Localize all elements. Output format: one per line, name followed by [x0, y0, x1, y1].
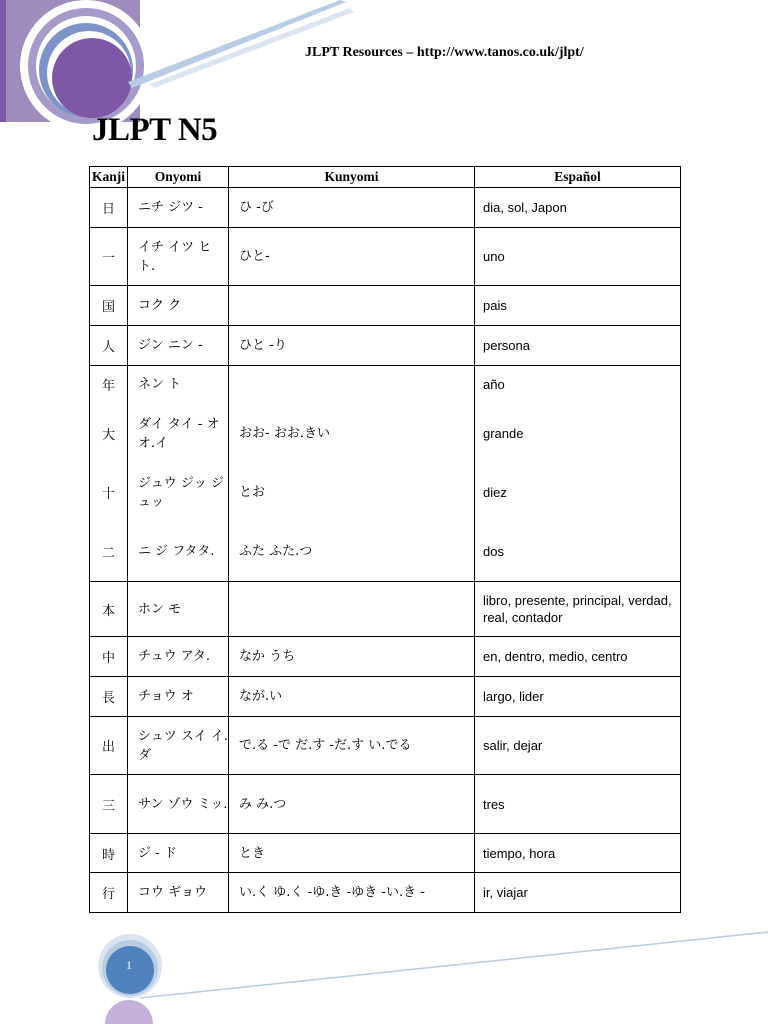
- page-title: JLPT N5: [92, 112, 218, 148]
- espanol-cell: diez: [475, 464, 681, 522]
- header-kunyomi: Kunyomi: [229, 167, 475, 188]
- header-espanol: Español: [475, 167, 681, 188]
- table-row: [90, 775, 681, 834]
- page-number: 1: [126, 958, 132, 972]
- table-row: [90, 326, 681, 366]
- kunyomi-cell: ひと -り: [229, 326, 475, 366]
- header-onyomi: Onyomi: [128, 167, 229, 188]
- onyomi-cell: シュツ スイ イ.ダ: [128, 717, 229, 775]
- espanol-cell: largo, lider: [475, 677, 681, 717]
- espanol-cell: tres: [475, 775, 681, 834]
- table-row: [90, 677, 681, 717]
- table-row: [90, 522, 681, 582]
- onyomi-cell: ニ ジ フタタ.: [128, 522, 229, 582]
- kunyomi-cell: [229, 582, 475, 637]
- onyomi-cell: コウ ギョウ: [128, 873, 229, 913]
- table-row: [90, 637, 681, 677]
- onyomi-cell: ジ - ド: [128, 834, 229, 873]
- table-row: [90, 464, 681, 522]
- kanji-cell: 本: [90, 582, 128, 637]
- kunyomi-cell: [229, 366, 475, 404]
- espanol-cell: salir, dejar: [475, 717, 681, 775]
- onyomi-cell: チョウ オ: [128, 677, 229, 717]
- kanji-cell: 一: [90, 228, 128, 286]
- espanol-cell: persona: [475, 326, 681, 366]
- kanji-cell: 時: [90, 834, 128, 873]
- kunyomi-cell: なが.い: [229, 677, 475, 717]
- onyomi-cell: ニチ ジツ -: [128, 188, 229, 228]
- espanol-cell: año: [475, 366, 681, 404]
- table-row: [90, 404, 681, 464]
- kunyomi-cell: とお: [229, 464, 475, 522]
- kanji-cell: 人: [90, 326, 128, 366]
- kunyomi-cell: おお- おお.きい: [229, 404, 475, 464]
- table-row: [90, 228, 681, 286]
- espanol-cell: en, dentro, medio, centro: [475, 637, 681, 677]
- espanol-cell: ir, viajar: [475, 873, 681, 913]
- kanji-cell: 二: [90, 522, 128, 582]
- kunyomi-cell: ひと-: [229, 228, 475, 286]
- espanol-cell: libro, presente, principal, verdad, real, contador: [475, 582, 681, 637]
- onyomi-cell: ネン ト: [128, 366, 229, 404]
- onyomi-cell: ジュウ ジッ ジュッ: [128, 464, 229, 522]
- kunyomi-cell: い.く ゆ.く -ゆ.き -ゆき -い.き -: [229, 873, 475, 913]
- onyomi-cell: イチ イツ ヒト.: [128, 228, 229, 286]
- kunyomi-cell: ひ -び: [229, 188, 475, 228]
- kanji-cell: 行: [90, 873, 128, 913]
- table-row: [90, 834, 681, 873]
- kanji-cell: 三: [90, 775, 128, 834]
- header-kanji: Kanji: [90, 167, 128, 188]
- kunyomi-cell: み み.つ: [229, 775, 475, 834]
- kunyomi-cell: なか うち: [229, 637, 475, 677]
- espanol-cell: uno: [475, 228, 681, 286]
- header-text: JLPT Resources – http://www.tanos.co.uk/jlpt/: [305, 45, 584, 60]
- table-row: [90, 286, 681, 326]
- kanji-cell: 年: [90, 366, 128, 404]
- kunyomi-cell: ふた ふた.つ: [229, 522, 475, 582]
- onyomi-cell: ホン モ: [128, 582, 229, 637]
- onyomi-cell: ジン ニン -: [128, 326, 229, 366]
- table-row: [90, 582, 681, 637]
- kanji-cell: 国: [90, 286, 128, 326]
- onyomi-cell: ダイ タイ - オオ.イ: [128, 404, 229, 464]
- table-row: [90, 366, 681, 404]
- kanji-cell: 日: [90, 188, 128, 228]
- kunyomi-cell: とき: [229, 834, 475, 873]
- kanji-table: [89, 166, 681, 913]
- espanol-cell: tiempo, hora: [475, 834, 681, 873]
- onyomi-cell: チュウ アタ.: [128, 637, 229, 677]
- espanol-cell: dos: [475, 522, 681, 582]
- kanji-cell: 中: [90, 637, 128, 677]
- table-row: [90, 873, 681, 913]
- kanji-cell: 出: [90, 717, 128, 775]
- footer-decoration: [0, 920, 768, 1024]
- kanji-cell: 十: [90, 464, 128, 522]
- onyomi-cell: コク ク: [128, 286, 229, 326]
- onyomi-cell: サン ゾウ ミッ.: [128, 775, 229, 834]
- espanol-cell: pais: [475, 286, 681, 326]
- table-header-row: [90, 167, 681, 188]
- table-row: [90, 717, 681, 775]
- table-row: [90, 188, 681, 228]
- espanol-cell: dia, sol, Japon: [475, 188, 681, 228]
- kanji-cell: 大: [90, 404, 128, 464]
- kanji-cell: 長: [90, 677, 128, 717]
- kunyomi-cell: で.る -で だ.す -だ.す い.でる: [229, 717, 475, 775]
- espanol-cell: grande: [475, 404, 681, 464]
- kunyomi-cell: [229, 286, 475, 326]
